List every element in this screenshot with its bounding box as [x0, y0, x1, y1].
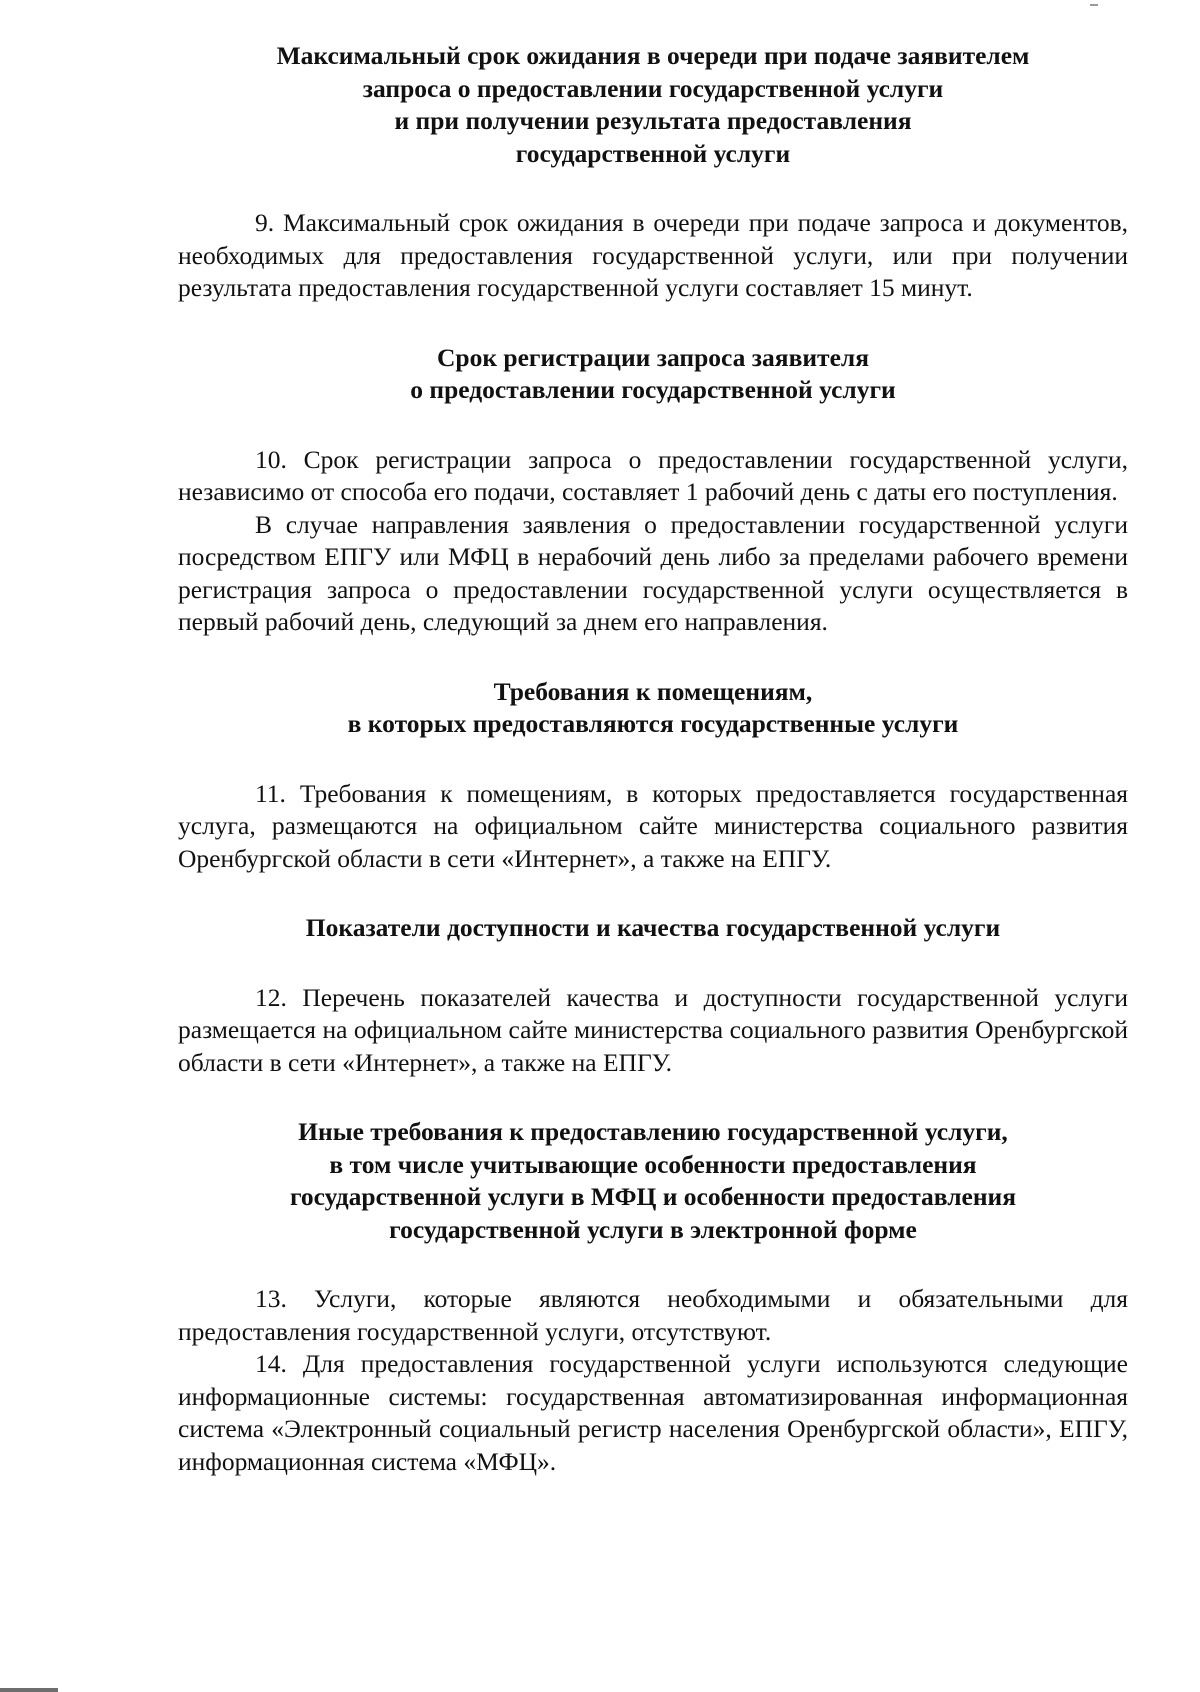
section-heading — [178, 676, 1128, 741]
heading-line: в том числе учитывающие особенности предоставления — [329, 1149, 977, 1179]
heading-line: Максимальный срок ожидания в очереди при подаче заявителем — [276, 41, 1030, 70]
heading-line: государственной услуги — [515, 138, 791, 168]
paragraph-11: 11. Требования к помещениям, в которых предоставляется государственная услуга, размещаются на официальном сайте министерства социального развития Оренбургской области в сети «Интернет», а также на ЕПГУ. — [178, 778, 1128, 873]
scan-artifact — [0, 1688, 58, 1692]
section-premises-requirements — [178, 676, 1128, 876]
section-heading — [178, 1116, 1128, 1246]
heading-line: о предоставлении государственной услуги — [410, 375, 896, 404]
section-heading — [178, 912, 1128, 945]
paragraph-10: 10. Срок регистрации запроса о предоставлении государственной услуги, независимо от способа его подачи, составляет 1 рабочий день с даты его поступления. — [178, 444, 1128, 506]
paragraph-9: 9. Максимальный срок ожидания в очереди при подаче запроса и документов, необходимых для предоставления государственной услуги, или при получении результата предоставления государственной услуги составляет 15 минут. — [178, 208, 1128, 302]
heading-line: государственной услуги в электронной форме — [389, 1214, 917, 1244]
paragraph-12: 12. Перечень показателей качества и доступности государственной услуги размещается на официальном сайте министерства социального развития Оренбургской области в сети «Интернет», а также на ЕПГУ. — [178, 982, 1128, 1077]
heading-line: Срок регистрации запроса заявителя — [437, 342, 869, 372]
section-registration-term — [178, 342, 1128, 639]
section-other-requirements — [178, 1116, 1128, 1478]
paragraph-14: 14. Для предоставления государственной услуги используются следующие информационные системы: государственная автоматизированная информационная система «Электронный социальный регистр населения Оренбургской области», ЕПГУ, информационная система «МФЦ». — [178, 1349, 1128, 1476]
section-heading — [178, 40, 1128, 170]
heading-line: Показатели доступности и качества государственной услуги — [305, 913, 1001, 942]
section-quality-indicators — [178, 912, 1128, 1079]
heading-line: запроса о предоставлении государственной услуги — [362, 73, 944, 103]
section-heading — [178, 342, 1128, 407]
paragraph-10-continued: В случае направления заявления о предоставлении государственной услуги посредством ЕПГУ или МФЦ в нерабочий день либо за пределами рабочего времени регистрация запроса о предоставлении государственной услуги осуществляется в первый рабочий день, следующий за днем его направления. — [178, 509, 1128, 636]
heading-line: государственной услуги в МФЦ и особенности предоставления — [289, 1182, 1017, 1211]
document-page — [178, 40, 1128, 1478]
heading-line: Требования к помещениям, — [493, 676, 813, 706]
heading-line: и при получении результата предоставления — [394, 106, 912, 135]
section-max-wait-time — [178, 40, 1128, 305]
paragraph-13: 13. Услуги, которые являются необходимыми и обязательными для предоставления государственной услуги, отсутствуют. — [178, 1284, 1128, 1346]
scan-artifact — [1090, 4, 1098, 6]
heading-line: Иные требования к предоставлению государственной услуги, — [298, 1117, 1008, 1146]
heading-line: в которых предоставляются государственные услуги — [347, 709, 959, 738]
